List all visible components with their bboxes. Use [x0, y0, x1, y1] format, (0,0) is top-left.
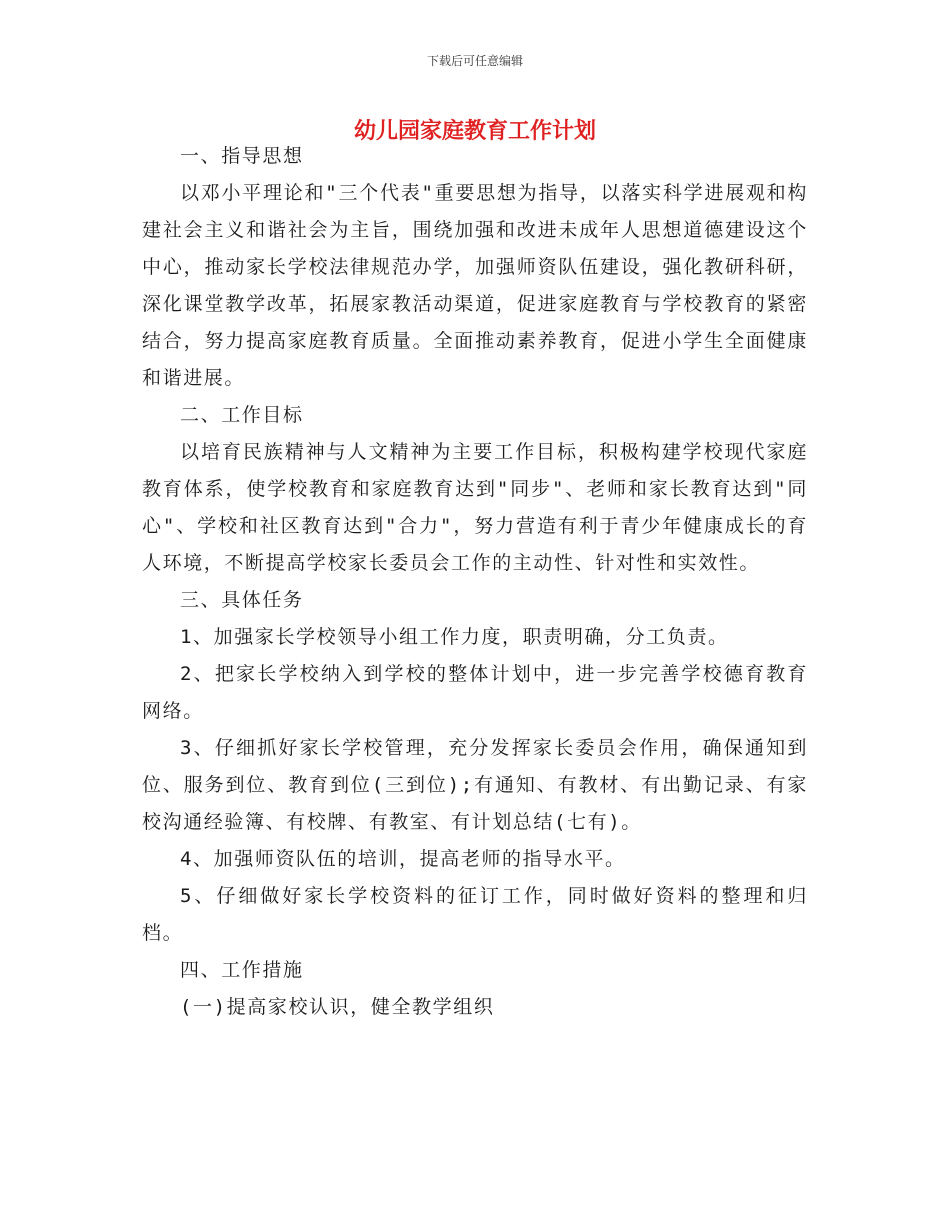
- document-title: 幼儿园家庭教育工作计划: [353, 119, 596, 144]
- section-heading-specific-tasks: 三、具体任务: [180, 589, 304, 611]
- section-heading-work-goals: 二、工作目标: [180, 404, 304, 426]
- section-heading-guiding-thought: 一、指导思想: [180, 145, 304, 167]
- paragraph-guiding-thought: 以邓小平理论和"三个代表"重要思想为指导，以落实科学进展观和构建社会主义和谐社会为主旨，围绕加强和改进未成年人思想道德建设这个中心，推动家长学校法律规范办学，加强师资队伍建设，强化教研科研，深化课堂教学改革，拓展家教活动渠道，促进家庭教育与学校教育的紧密结合，努力提高家庭教育质量。全面推动素养教育，促进小学生全面健康和谐进展。: [142, 182, 808, 389]
- task-item-2: 2、把家长学校纳入到学校的整体计划中，进一步完善学校德育教育网络。: [142, 663, 808, 722]
- paragraph-work-goals: 以培育民族精神与人文精神为主要工作目标，积极构建学校现代家庭教育体系，使学校教育和家庭教育达到"同步"、老师和家长教育达到"同心"、学校和社区教育达到"合力"，努力营造有利于青少年健康成长的育人环境，不断提高学校家长委员会工作的主动性、针对性和实效性。: [142, 441, 808, 574]
- task-item-3: 3、仔细抓好家长学校管理，充分发挥家长委员会作用，确保通知到位、服务到位、教育到位(三到位);有通知、有教材、有出勤记录、有家校沟通经验簿、有校牌、有教室、有计划总结(七有)。: [142, 737, 808, 833]
- task-item-1: 1、加强家长学校领导小组工作力度，职责明确，分工负责。: [180, 626, 729, 648]
- task-item-4: 4、加强师资队伍的培训，提高老师的指导水平。: [180, 848, 626, 870]
- subsection-heading-1: (一)提高家校认识，健全教学组织: [180, 996, 495, 1018]
- section-heading-work-measures: 四、工作措施: [180, 959, 304, 981]
- document-body: [142, 138, 808, 1026]
- task-item-5: 5、仔细做好家长学校资料的征订工作，同时做好资料的整理和归档。: [142, 885, 808, 944]
- header-note: 下载后可任意编辑: [426, 54, 523, 68]
